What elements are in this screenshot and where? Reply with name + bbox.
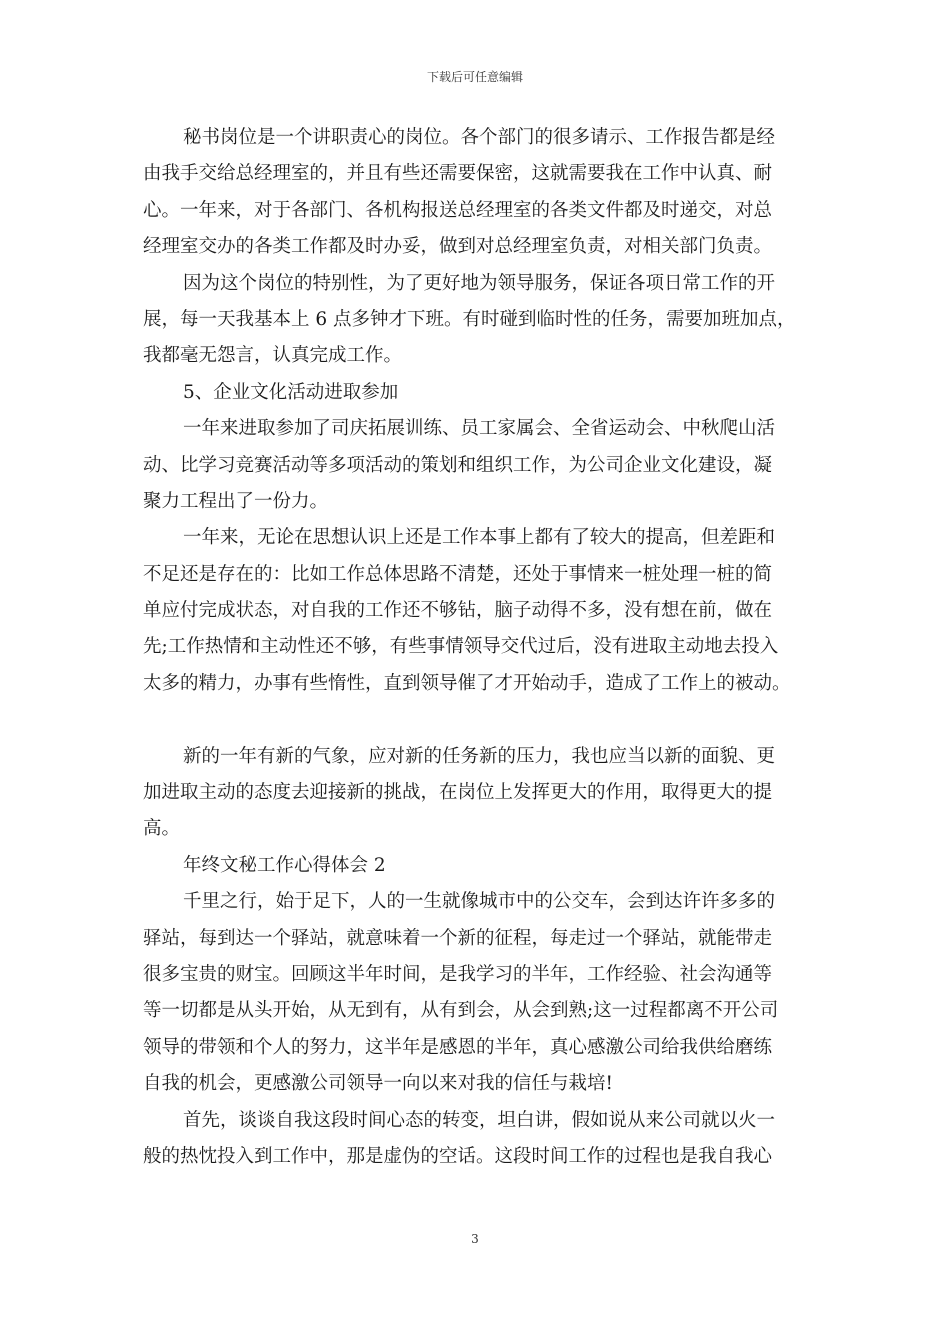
text-line: 首先，谈谈自我这段时间心态的转变，坦白讲，假如说从来公司就以火一 <box>183 1109 776 1131</box>
text-line: 聚力工程出了一份力。 <box>143 490 329 512</box>
text-line: 展，每一天我基本上 6 点多钟才下班。有时碰到临时性的任务，需要加班加点， <box>143 308 796 330</box>
text-line: 自我的机会，更感激公司领导一向以来对我的信任与栽培! <box>143 1073 613 1095</box>
text-line: 先;工作热情和主动性还不够，有些事情领导交代过后，没有进取主动地去投入 <box>143 636 779 658</box>
text-line: 很多宝贵的财宝。回顾这半年时间，是我学习的半年，工作经验、社会沟通等 <box>143 963 773 985</box>
text-line: 秘书岗位是一个讲职责心的岗位。各个部门的很多请示、工作报告都是经 <box>183 127 776 148</box>
text-line: 由我手交给总经理室的，并且有些还需要保密，这就需要我在工作中认真、耐 <box>143 163 773 185</box>
text-line: 因为这个岗位的特别性，为了更好地为领导服务，保证各项日常工作的开 <box>183 272 776 294</box>
text-line: 动、比学习竞赛活动等多项活动的策划和组织工作，为公司企业文化建设，凝 <box>143 454 773 476</box>
text-line: 高。 <box>143 818 181 840</box>
text-line: 太多的精力，办事有些惰性，直到领导催了才开始动手，造成了工作上的被动。 <box>143 672 791 694</box>
document-body <box>143 120 823 1175</box>
text-line: 新的一年有新的气象，应对新的任务新的压力，我也应当以新的面貌、更 <box>183 745 776 767</box>
text-line: 般的热忱投入到工作中，那是虚伪的空话。这段时间工作的过程也是我自我心 <box>143 1145 773 1167</box>
page-number: 3 <box>471 1232 479 1246</box>
text-line: 领导的带领和个人的努力，这半年是感恩的半年，真心感激公司给我供给磨练 <box>143 1036 773 1058</box>
text-line: 心。一年来，对于各部门、各机构报送总经理室的各类文件都及时递交，对总 <box>143 199 773 221</box>
text-line: 一年来进取参加了司庆拓展训练、员工家属会、全省运动会、中秋爬山活 <box>183 418 776 440</box>
text-line: 年终文秘工作心得体会 2 <box>183 854 386 876</box>
text-line: 不足还是存在的：比如工作总体思路不清楚，还处于事情来一桩处理一桩的简 <box>143 563 773 585</box>
text-line: 加进取主动的态度去迎接新的挑战，在岗位上发挥更大的作用，取得更大的提 <box>143 782 773 804</box>
text-line: 一年来，无论在思想认识上还是工作本事上都有了较大的提高，但差距和 <box>183 527 776 549</box>
text-line: 经理室交办的各类工作都及时办妥，做到对总经理室负责，对相关部门负责。 <box>143 236 773 258</box>
blank-line <box>143 702 823 738</box>
text-line: 5、企业文化活动进取参加 <box>183 381 399 403</box>
text-line: 等一切都是从头开始，从无到有，从有到会，从会到熟;这一过程都离不开公司 <box>143 1000 779 1022</box>
text-line: 千里之行，始于足下，人的一生就像城市中的公交车，会到达许许多多的 <box>183 891 776 913</box>
text-line: 单应付完成状态，对自我的工作还不够钻，脑子动得不多，没有想在前，做在 <box>143 600 773 622</box>
text-line: 驿站，每到达一个驿站，就意味着一个新的征程，每走过一个驿站，就能带走 <box>143 927 773 949</box>
text-line: 我都毫无怨言，认真完成工作。 <box>143 345 403 367</box>
page-header: 下载后可任意编辑 <box>426 70 523 84</box>
